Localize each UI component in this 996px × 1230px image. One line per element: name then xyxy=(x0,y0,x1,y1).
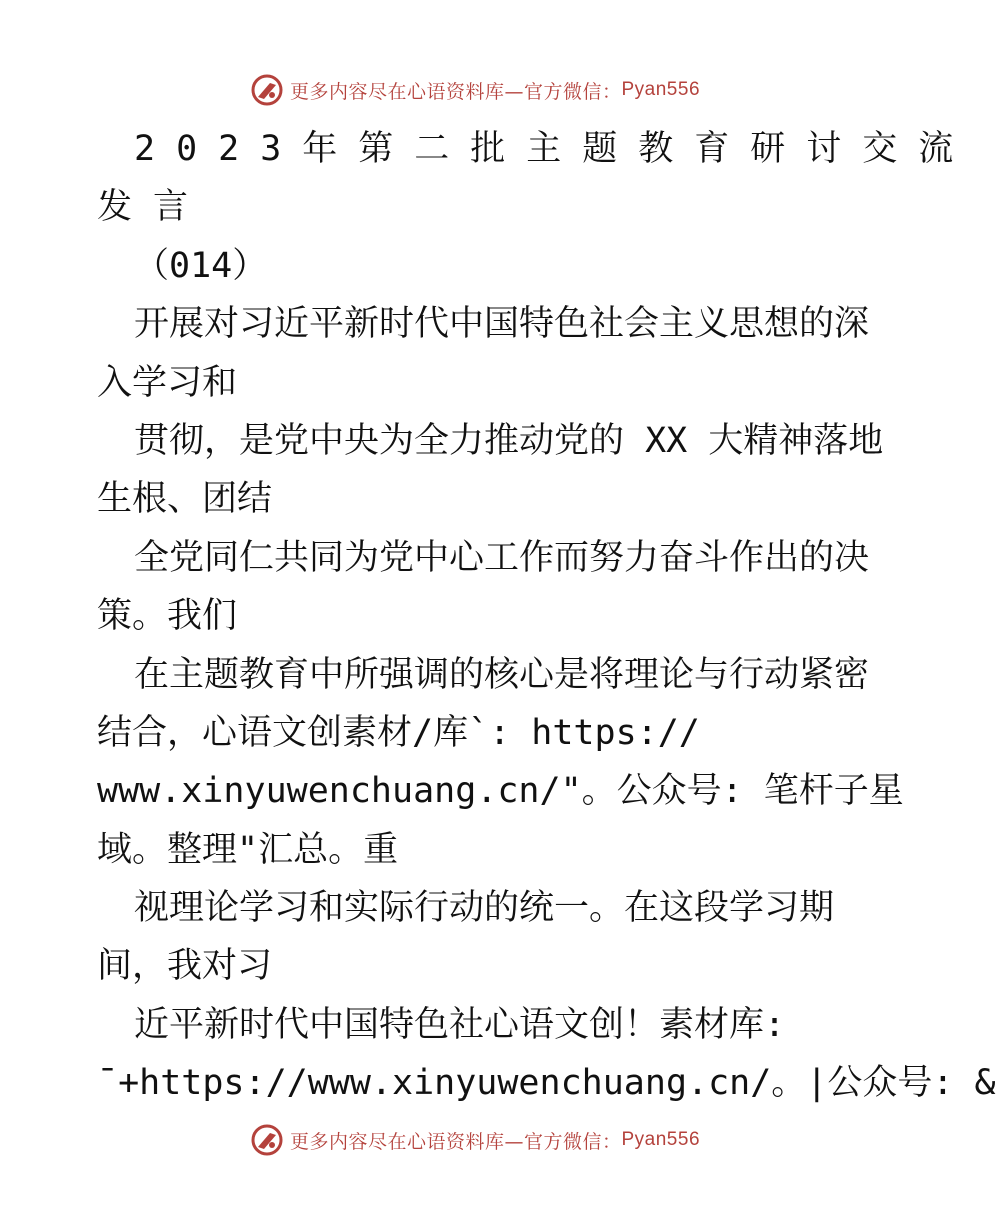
doc-paragraph-line: 结合，心语文创素材/库`: https:// xyxy=(97,712,700,753)
doc-paragraph-line: 生根、团结 xyxy=(97,479,273,520)
doc-title-line-1: 2023年第二批主题教育研讨交流 xyxy=(134,129,975,169)
xinyu-logo-icon xyxy=(250,73,284,107)
doc-paragraph-line: 在主题教育中所强调的核心是将理论与行动紧密 xyxy=(134,654,870,695)
banner-text: 更多内容尽在心语资料库—官方微信： xyxy=(289,1130,622,1153)
doc-paragraph-line: 贯彻，是党中央为全力推动党的 XX 大精神落地 xyxy=(134,420,884,461)
doc-paragraph-line: ¯+https://www.xinyuwenchuang.cn/。|公众号: & xyxy=(97,1063,996,1104)
doc-title-line-2: 发言 xyxy=(97,187,210,228)
footer-watermark-banner xyxy=(0,1120,950,1160)
header-watermark-banner xyxy=(0,70,950,110)
banner-text: 更多内容尽在心语资料库—官方微信： xyxy=(289,80,622,103)
banner-wechat-handle: Pyan556 xyxy=(621,79,701,100)
doc-paragraph-line: 域。整理"汇总。重 xyxy=(97,829,399,870)
doc-paragraph-line: 全党同仁共同为党中心工作而努力奋斗作出的决 xyxy=(134,537,870,578)
doc-paragraph-line: 策。我们 xyxy=(97,596,238,637)
banner-wechat-handle: Pyan556 xyxy=(621,1129,701,1150)
doc-paragraph-line: 间，我对习 xyxy=(97,946,273,987)
doc-paragraph-line: 开展对习近平新时代中国特色社会主义思想的深 xyxy=(134,304,870,345)
doc-paragraph-line: 近平新时代中国特色社心语文创！素材库: xyxy=(134,1004,786,1045)
doc-number: （014） xyxy=(134,245,268,286)
doc-paragraph-line: www.xinyuwenchuang.cn/"。公众号: 笔杆子星 xyxy=(97,771,904,812)
document-body xyxy=(97,120,996,1113)
xinyu-logo-icon xyxy=(250,1123,284,1157)
doc-paragraph-line: 视理论学习和实际行动的统一。在这段学习期 xyxy=(134,888,835,929)
doc-paragraph-line: 入学习和 xyxy=(97,362,238,403)
